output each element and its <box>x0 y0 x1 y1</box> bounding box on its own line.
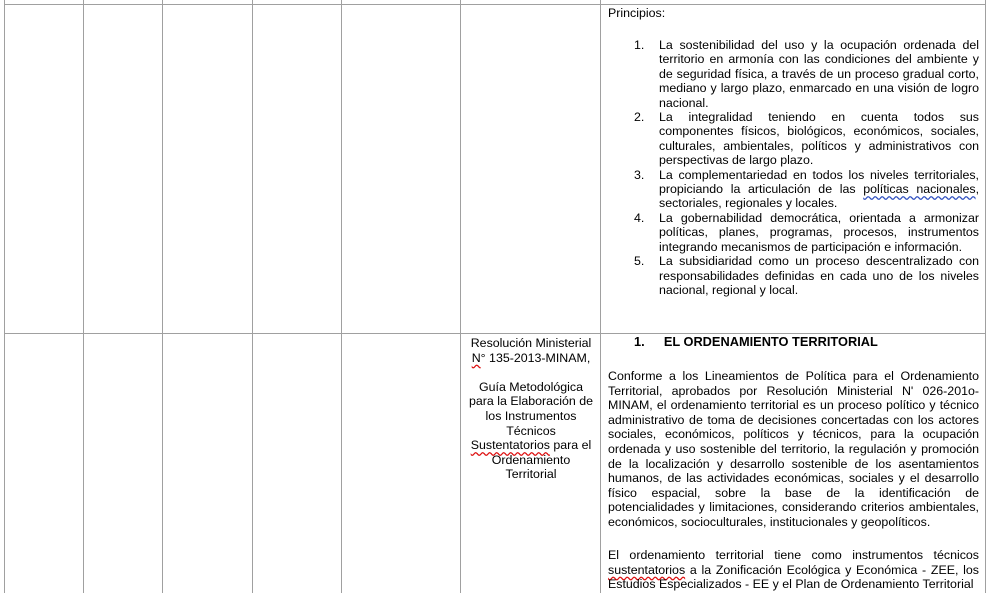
paragraph: Conforme a los Lineamientos de Política para el Ordenamiento Territorial, aprobados por Resolución Ministerial N' 026-201o-MINAM, el ordenamiento territorial es un proceso político y técnico administrativo de toma de decisiones concertadas con los actores sociales, económicos, políticos y técnicos, para la ocupación ordenada y uso sostenible del territorio, la regulación y promoción de la localización y desarrollo sostenible de los asentamientos humanos, de las actividades económicas, sociales y el desarrollo físico espacial, sobre la base de la identificación de potencialidades y limitaciones, considerando criterios ambientales, económicos, socioculturales, institucionales y geopolíticos. <box>608 369 979 529</box>
guide-title: Guía Metodológica para la Elaboración de los Instrumentos Técnicos Sustentatorios para el Ordenamiento Territorial <box>469 379 593 482</box>
list-item: 4. La gobernabilidad democrática, orientada a armonizar políticas, planes, programas, procesos, instrumentos integrando mecanismos de participación e información. <box>634 210 979 254</box>
principles-list <box>608 38 979 297</box>
grammar-mark: políticas nacionales <box>863 182 976 197</box>
list-item: 2. La integralidad teniendo en cuenta todos sus componentes físicos, biológicos, económicos, sociales, culturales, ambientales, políticos y administrativos con perspectivas de largo plazo. <box>634 110 979 168</box>
column-border <box>83 0 84 593</box>
legal-reference: Resolución Ministerial N° 135-2013-MINAM, Guía Metodológica para la Elaboración de los Instrumentos Técnicos Sustentatorios para el Ordenamiento Territorial <box>466 336 596 482</box>
principles-heading: Principios: <box>608 6 666 20</box>
column-border <box>4 0 5 593</box>
spelling-mark: N <box>471 350 481 365</box>
row-border <box>4 4 986 5</box>
list-item: 5. La subsidiaridad como un proceso descentralizado con responsabilidades definidas en cada uno de los niveles nacional, regional y local. <box>634 254 979 297</box>
column-border <box>600 0 601 593</box>
list-item: 3. La complementariedad en todos los niveles territoriales, propiciando la articulación de las políticas nacionales, sectoriales, regionales y locales. <box>634 167 980 211</box>
section-heading: 1. EL ORDENAMIENTO TERRITORIAL <box>634 334 878 349</box>
column-border <box>460 0 461 593</box>
spelling-mark: sustentatorios <box>608 562 686 577</box>
column-border <box>162 0 163 593</box>
paragraph: El ordenamiento territorial tiene como instrumentos técnicos sustentatorios a la Zonificación Ecológica y Económica - ZEE, los Estudios Especializados - EE y el Plan de Ordenamiento Territorial <box>608 548 979 592</box>
list-item: 1. La sostenibilidad del uso y la ocupación ordenada del territorio en armonía con las condiciones del ambiente y de seguridad física, a través de un proceso gradual corto, mediano y largo plazo, enmarcado en una visión de logro nacional. <box>634 38 979 110</box>
column-border <box>252 0 253 593</box>
column-border <box>341 0 342 593</box>
spelling-mark: Sustentatorios <box>470 438 550 453</box>
